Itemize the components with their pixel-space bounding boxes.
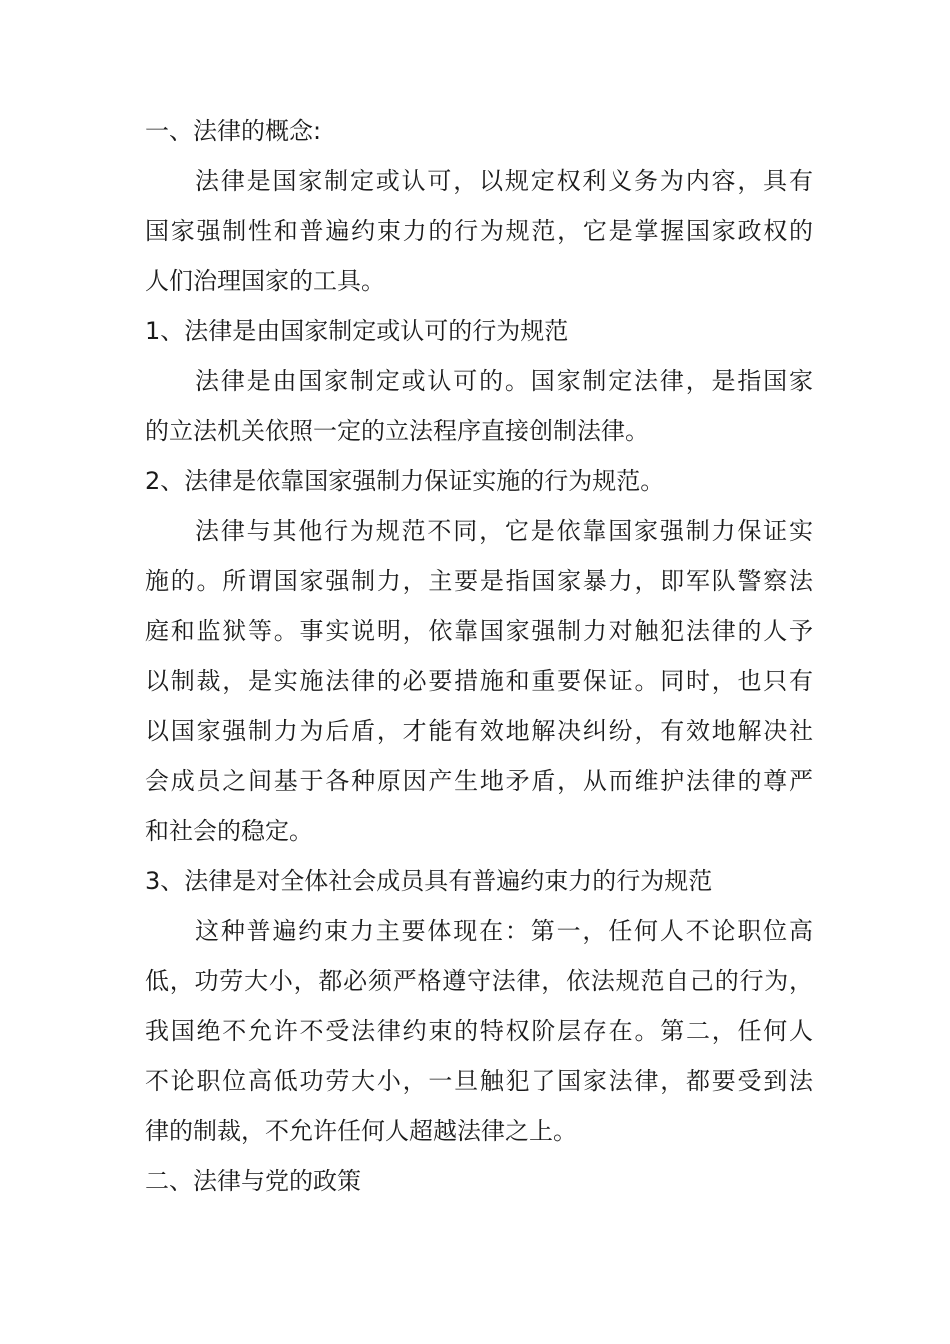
paragraph-line: 以国家强制力为后盾，才能有效地解决纠纷，有效地解决社 [145, 717, 813, 745]
section-heading-party-policy: 二、法律与党的政策 [145, 1167, 361, 1195]
paragraph-line: 会成员之间基于各种原因产生地矛盾，从而维护法律的尊严 [145, 767, 813, 795]
paragraph-line: 低，功劳大小，都必须严格遵守法律，依法规范自己的行为， [145, 967, 813, 995]
point-3-title: 3、法律是对全体社会成员具有普遍约束力的行为规范 [145, 867, 713, 895]
paragraph-line: 以制裁，是实施法律的必要措施和重要保证。同时，也只有 [145, 667, 813, 695]
paragraph-line: 的立法机关依照一定的立法程序直接创制法律。 [145, 417, 649, 445]
paragraph-line: 不论职位高低功劳大小，一旦触犯了国家法律，都要受到法 [145, 1067, 813, 1095]
paragraph-line: 律的制裁，不允许任何人超越法律之上。 [145, 1117, 577, 1145]
paragraph-line: 这种普遍约束力主要体现在：第一，任何人不论职位高 [195, 917, 813, 945]
paragraph-line: 国家强制性和普遍约束力的行为规范，它是掌握国家政权的 [145, 217, 813, 245]
paragraph-line: 人们治理国家的工具。 [145, 267, 385, 295]
paragraph-line: 施的。所谓国家强制力，主要是指国家暴力，即军队警察法 [145, 567, 813, 595]
document-page [145, 106, 813, 1206]
point-2-paragraph [145, 506, 813, 856]
paragraph-line: 庭和监狱等。事实说明，依靠国家强制力对触犯法律的人予 [145, 617, 813, 645]
definition-paragraph [145, 156, 813, 306]
point-1-paragraph [145, 356, 813, 456]
paragraph-line: 法律是国家制定或认可，以规定权利义务为内容，具有 [195, 167, 813, 195]
paragraph-line: 法律是由国家制定或认可的。国家制定法律，是指国家 [195, 367, 813, 395]
point-2-title: 2、法律是依靠国家强制力保证实施的行为规范。 [145, 467, 665, 495]
paragraph-line: 法律与其他行为规范不同，它是依靠国家强制力保证实 [195, 517, 813, 545]
paragraph-line: 和社会的稳定。 [145, 817, 313, 845]
point-3-paragraph [145, 906, 813, 1156]
section-heading-concept: 一、法律的概念: [145, 117, 322, 145]
paragraph-line: 我国绝不允许不受法律约束的特权阶层存在。第二，任何人 [145, 1017, 813, 1045]
point-1-title: 1、法律是由国家制定或认可的行为规范 [145, 317, 569, 345]
